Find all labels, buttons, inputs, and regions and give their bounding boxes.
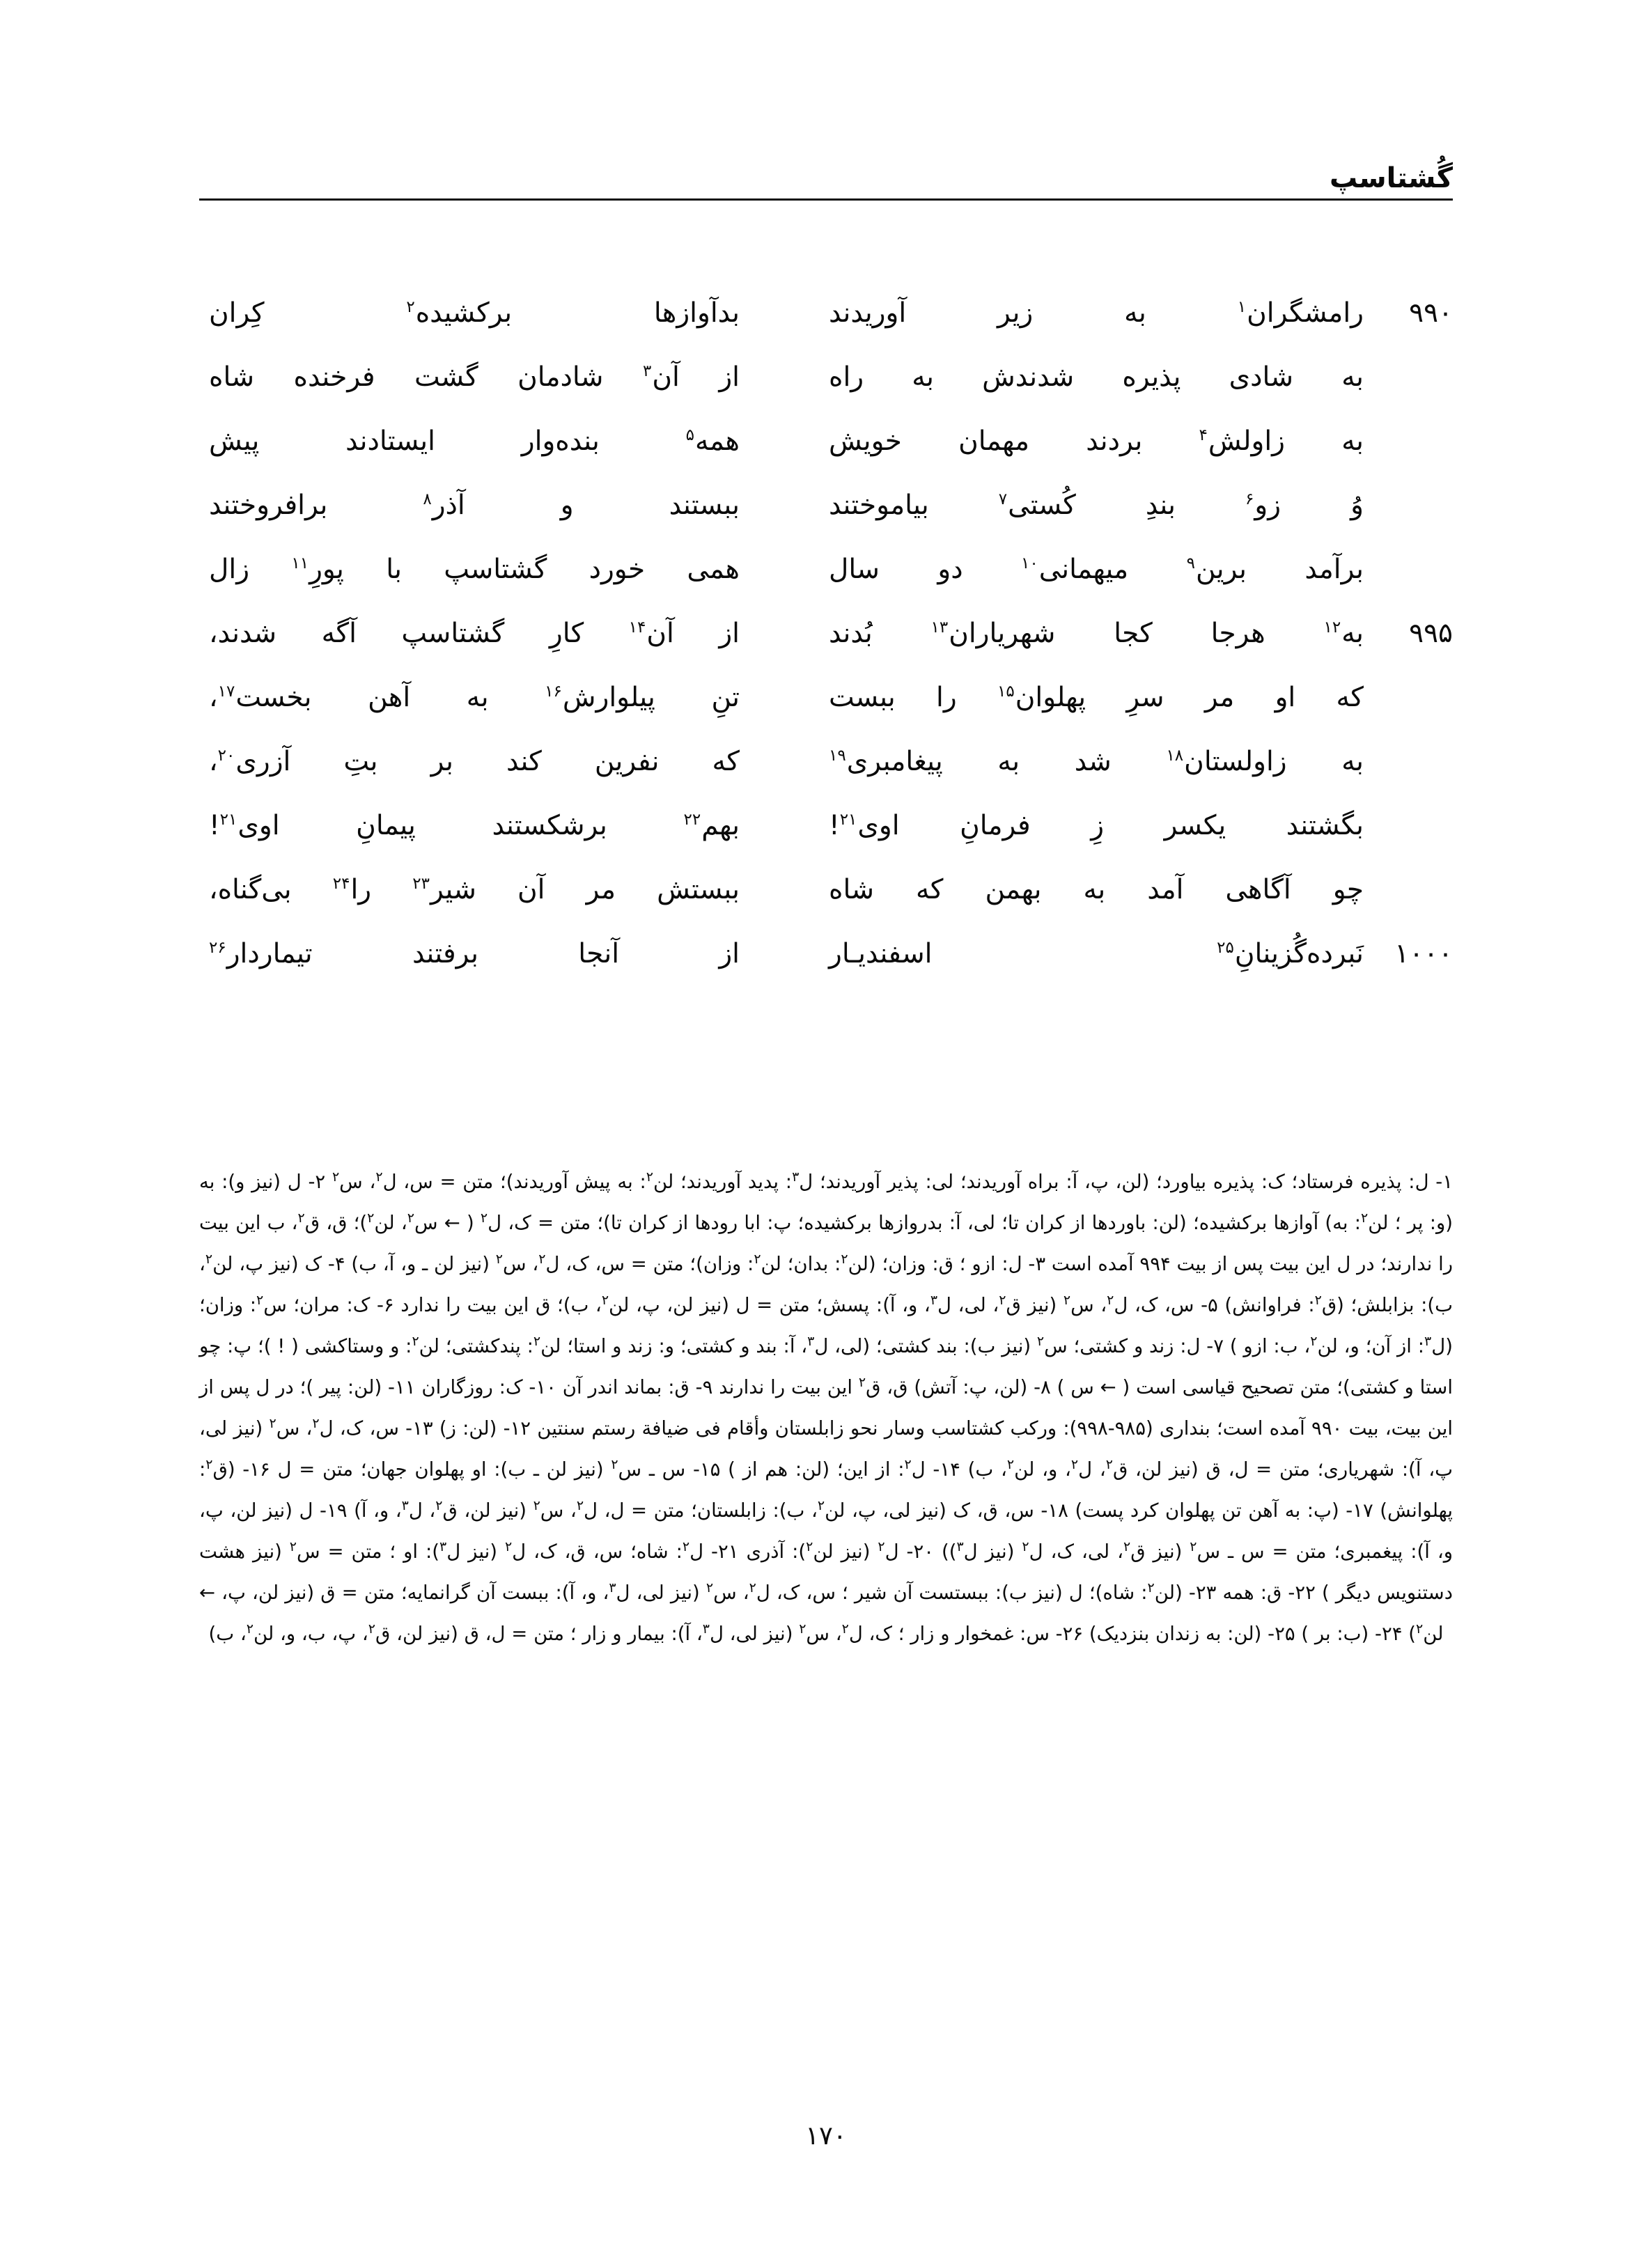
hemistich-second: بهم$^{۲۲}$ برشکستند پیمانِ اوی$^{۲۱}$!: [209, 810, 740, 841]
verse-couplet: [199, 556, 1453, 620]
hemistich-first: وُ زو$^۶$ بندِ کُستی$^۷$ بیاموختند: [829, 490, 1364, 521]
verse-couplet: [199, 361, 1453, 428]
verse-couplet: [199, 748, 1453, 812]
hemistich-first: به زاولش$^۴$ بردند مهمان خویش: [829, 426, 1364, 457]
hemistich-first: به$^{۱۲}$ هرجا کجا شهریاران$^{۱۳}$ بُدند: [829, 618, 1364, 649]
running-head-title: گُشتاسپ: [1330, 162, 1453, 194]
hemistich-second: از آن$^{۱۴}$ کارِ گشتاسپ آگه شدند،: [209, 618, 740, 649]
hemistich-first: رامشگران$^۱$ به زیر آوریدند: [829, 297, 1364, 329]
hemistich-second: از آنجا برفتند تیماردار$^{۲۶}$: [209, 938, 740, 969]
header-divider: [199, 198, 1453, 201]
hemistich-first: نَبرده‌گُزینانِ$^{۲۵}$ اسفندیـار: [829, 938, 1364, 969]
hemistich-second: ببستش مر آن شیر$^{۲۳}$ را$^{۲۴}$ بی‌گناه،: [209, 874, 740, 905]
hemistich-second: همه$^۵$ بنده‌وار ایستادند پیش: [209, 426, 740, 457]
verse-couplet: [199, 812, 1453, 876]
apparatus-entry: ۱- ل: پذیره فرستاد؛ ک: پذیره بیاورد؛ (لن، پ، آ: براه آوریدند؛ لی: پذیر آوریدند؛ ل$^۳$: پدید آوریدند؛ لن$^۲$: به پیش آوریدند)؛ متن = س، ل$^۲$، س$^۲$ ۲- ل (نیز و): به (و: پر ؛ لن$^۲$: به) آوازها برکشیده؛ (لن: باوردها از کران تا؛ لی، آ: بدروازها برکشیده؛ پ: ابا رودها از کران تا)؛ متن = ک، ل$^۲$ ( ← س$^۲$، لن$^۲$)؛ ق، ق$^۲$، ب این بیت را ندارند؛ در ل این بیت پس از بیت ۹۹۴ آمده است ۳- ل: ازو ؛ ق: وزان؛ (لن$^۲$: بدان؛ لن$^۲$: وزان)؛ متن = س، ک، ل$^۲$، س$^۲$ (نیز لن ـ و، آ، ب) ۴- ک (نیز پ، لن$^۲$، ب): بزابلش؛ (ق$^۲$: فراوانش) ۵- س، ک، ل$^۲$، س$^۲$ (نیز ق$^۲$، لی، ل$^۳$، و، آ): پسش؛ متن = ل (نیز لن، پ، لن$^۲$، ب)؛ ق این بیت را ندارد ۶- ک: مران؛ س$^۲$: وزان؛ (ل$^۳$: از آن؛ و، لن$^۲$، ب: ازو ) ۷- ل: زند و کشتی؛ س$^۲$ (نیز ب): بند کشتی؛ (لی، ل$^۳$، آ: بند و کشتی؛ و: زند و استا؛ لن$^۲$: پندکشتی؛ لن$^۲$: و وستاکشی ( ! )؛ پ: چو استا و کشتی)؛ متن تصحیح قیاسی است ( ← س ) ۸- (لن، پ: آتش) ق، ق$^۲$ این بیت را ندارند ۹- ق: بماند اندر آن ۱۰- ک: روزگاران ۱۱- (لن: پیر )؛ در ل پس از این بیت، بیت ۹۹۰ آمده است؛ بنداری (۹۸۵-۹۹۸): وركب كشتاسب وسار نحو زابلستان وأقام فی ضیافة رستم سنتین ۱۲- (لن: ز) ۱۳- س، ک، ل$^۲$، س$^۲$ (نیز لی، پ، آ): شهریاری؛ متن = ل، ق (نیز لن، ق$^۲$، ل$^۲$، و، لن$^۲$، ب) ۱۴- ل$^۲$: از این؛ (لن: هم از ) ۱۵- س ـ س$^۲$ (نیز لن ـ ب): او پهلوان جهان؛ متن = ل ۱۶- (ق$^۲$: پهلوانش) ۱۷- (پ: به آهن تن پهلوان کرد پست) ۱۸- س، ق، ک (نیز لی، پ، لن$^۲$، ب): زابلستان؛ متن = ل، ل$^۲$، س$^۲$ (نیز لن، ق$^۲$، ل$^۳$، و، آ) ۱۹- ل (نیز لن، پ، و، آ): پیغمبری؛ متن = س ـ س$^۲$ (نیز ق$^۲$، لی، ک، ل$^۲$ (نیز ل$^۳$)) ۲۰- ل$^۲$ (نیز لن$^۲$): آذری ۲۱- ل$^۲$: شاه؛ س، ق، ک، ل$^۲$ (نیز ل$^۳$): او ؛ متن = س$^۲$ (نیز هشت دستنویس دیگر ) ۲۲- ق: همه ۲۳- (لن$^۲$: شاه)؛ ل (نیز ب): ببستست آن شیر ؛ س، ک، ل$^۲$، س$^۲$ (نیز لی، ل$^۳$، و، آ): ببست آن گرانمایه؛ متن = ق (نیز لن، پ، ← لن$^۲$) ۲۴- (ب: بر ) ۲۵- (لن: به زندان بنزدیک) ۲۶- س: غمخوار و زار ؛ ک، ل$^۲$، س$^۲$ (نیز لی، ل$^۳$، آ): بیمار و زار ؛ متن = ل، ق (نیز لن، ق$^۲$، پ، ب، و، لن$^۲$، ب): [199, 1169, 1454, 1645]
hemistich-first: برآمد برین$^۹$ میهمانی$^{۱۰}$ دو سال: [829, 554, 1364, 585]
verse-number: ۱۰۰۰: [1394, 938, 1453, 969]
verse-couplet: [199, 940, 1453, 1004]
running-head-zone: [199, 136, 1453, 201]
verse-couplet: [199, 620, 1453, 684]
verse-couplet: [199, 876, 1453, 940]
verse-number: ۹۹۵: [1409, 618, 1453, 649]
hemistich-second: تنِ پیلوارش$^{۱۶}$ به آهن بخست$^{۱۷}$،: [209, 682, 740, 713]
hemistich-second: بدآوازها برکشیده$^۲$ کِران: [209, 297, 740, 329]
hemistich-first: بگشتند یکسر زِ فرمانِ اوی$^{۲۱}$!: [829, 810, 1364, 841]
verse-couplet: [199, 428, 1453, 492]
verse-couplet: [199, 299, 1453, 364]
hemistich-second: که نفرین کند بر بتِ آزری$^{۲۰}$،: [209, 746, 740, 777]
folio-page-number: ۱۷۰: [805, 2121, 847, 2151]
verse-couplet: [199, 684, 1453, 748]
hemistich-second: از آن$^۳$ شادمان گشت فرخنده شاه: [209, 361, 740, 393]
critical-apparatus: [199, 1162, 1453, 1655]
verse-block: [199, 299, 1453, 1004]
hemistich-second: همی خورد گشتاسپ با پورِ$^{۱۱}$ زال: [209, 554, 740, 585]
hemistich-first: به شادی پذیره شدندش به راه: [829, 361, 1364, 393]
hemistich-second: ببستند و آذر$^۸$ برافروختند: [209, 490, 740, 521]
hemistich-first: چو آگاهی آمد به بهمن که شاه: [829, 874, 1364, 905]
hemistich-first: که او مر سرِ پهلوان$^{۱۵}$ را ببست: [829, 682, 1364, 713]
verse-number: ۹۹۰: [1409, 297, 1453, 329]
hemistich-first: به زاولستان$^{۱۸}$ شد به پیغامبری$^{۱۹}$: [829, 746, 1364, 777]
verse-couplet: [199, 492, 1453, 556]
